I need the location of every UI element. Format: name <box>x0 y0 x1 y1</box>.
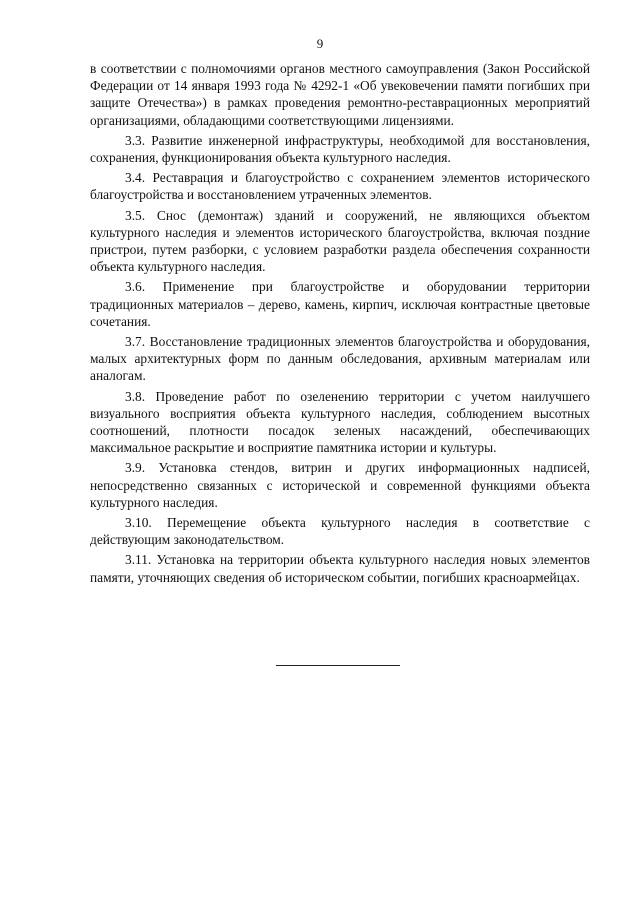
page-number: 9 <box>316 36 324 51</box>
paragraph-3-11: 3.11. Установка на территории объекта культурного наследия новых элементов памяти, уточняющих сведения об историческом событии, погибших красноармейцах. <box>90 552 590 585</box>
paragraph-3-9: 3.9. Установка стендов, витрин и других информационных надписей, непосредственно связанных с исторической и современной функциями объекта культурного наследия. <box>90 460 590 510</box>
paragraph-continuation: в соответствии с полномочиями органов местного самоуправления (Закон Российской Федерации от 14 января 1993 года № 4292-1 «Об увековечении памяти погибших при защите Отечества») в рамках проведения ремонтно-реставрационных мероприятий организациями, обладающими соответствующими лицензиями. <box>90 61 590 128</box>
end-divider-line <box>276 665 400 666</box>
paragraph-3-10: 3.10. Перемещение объекта культурного наследия в соответствие с действующим законодательством. <box>90 515 590 548</box>
document-body <box>90 60 590 589</box>
paragraph-3-5: 3.5. Снос (демонтаж) зданий и сооружений, не являющихся объектом культурного наследия и элементов исторического благоустройства, включая поздние пристрои, путем разборки, с условием разработки раздела обеспечения сохранности объекта культурного наследия. <box>90 207 590 275</box>
paragraph-3-7: 3.7. Восстановление традиционных элементов благоустройства и оборудования, малых архитектурных форм по данным обследования, архивным материалам или аналогам. <box>90 334 590 384</box>
paragraph-3-3: 3.3. Развитие инженерной инфраструктуры, необходимой для восстановления, сохранения, функционирования объекта культурного наследия. <box>90 132 590 166</box>
paragraph-3-4: 3.4. Реставрация и благоустройство с сохранением элементов исторического благоустройства и восстановлением утраченных элементов. <box>90 170 590 203</box>
paragraph-3-6: 3.6. Применение при благоустройстве и оборудовании территории традиционных материалов – дерево, камень, кирпич, исключая контрастные цветовые сочетания. <box>90 279 590 329</box>
paragraph-3-8: 3.8. Проведение работ по озеленению территории с учетом наилучшего визуального восприятия объекта культурного наследия, соблюдением высотных соотношений, плотности посадок зеленых насаждений, обеспечивающих максимальное раскрытие и восприятие памятника истории и культуры. <box>90 388 590 456</box>
